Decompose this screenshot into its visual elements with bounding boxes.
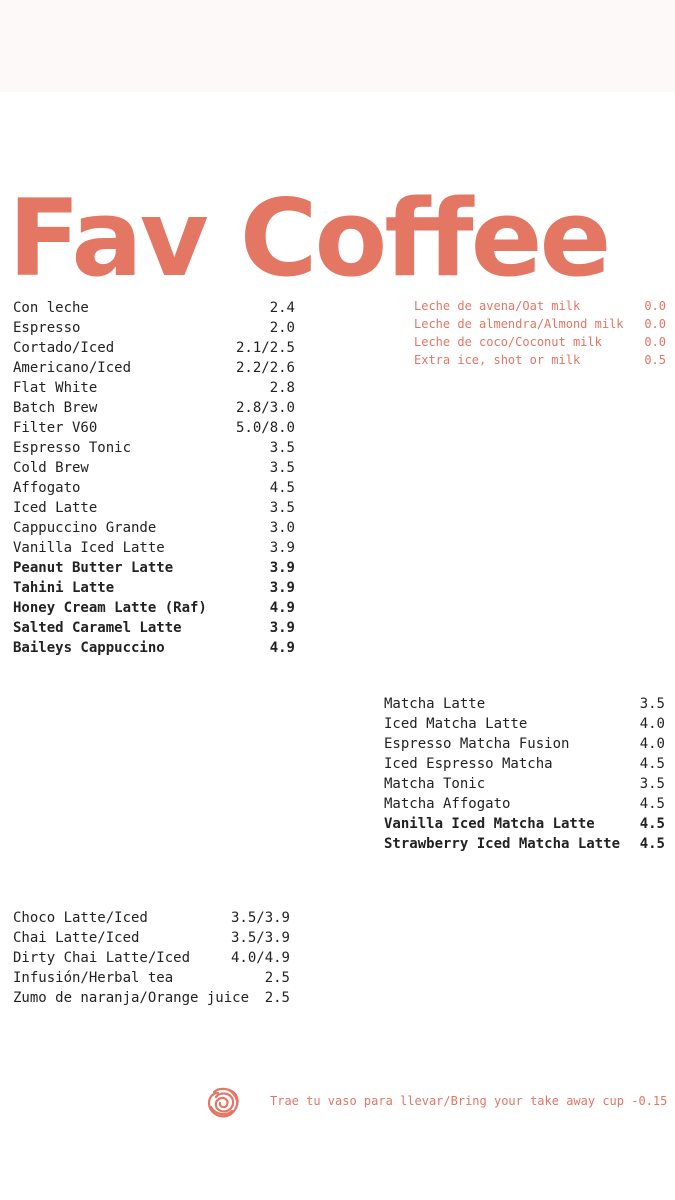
menu-item-price: 4.5 [639, 796, 665, 812]
menu-item-name: Con leche [13, 300, 89, 316]
menu-item-name: Peanut Butter Latte [13, 560, 174, 576]
menu-item-name: Choco Latte/Iced [13, 910, 148, 926]
menu-item-name: Iced Espresso Matcha [384, 756, 553, 772]
menu-item-price: 3.9 [269, 540, 295, 556]
other-drinks-menu [13, 908, 290, 1008]
menu-item-price: 0.0 [644, 317, 666, 331]
menu-item-name: Baileys Cappuccino [13, 640, 165, 656]
menu-item [384, 814, 665, 834]
menu-item [13, 498, 295, 518]
menu-item [384, 754, 665, 774]
menu-item-price: 2.4 [269, 300, 295, 316]
menu-item-price: 4.0 [639, 736, 665, 752]
scribble-logo-icon [205, 1084, 241, 1120]
menu-item-price: 2.2/2.6 [235, 360, 295, 376]
menu-item-price: 4.5 [639, 756, 665, 772]
menu-item-price: 4.5 [639, 816, 665, 832]
menu-item-price: 3.5 [269, 440, 295, 456]
menu-item [13, 618, 295, 638]
menu-item-price: 0.5 [644, 353, 666, 367]
menu-item-name: Chai Latte/Iced [13, 930, 140, 946]
menu-item-name: Leche de avena/Oat milk [414, 299, 581, 313]
menu-item-name: Tahini Latte [13, 580, 115, 596]
menu-item-price: 2.0 [269, 320, 295, 336]
menu-item [13, 988, 290, 1008]
menu-item-name: Infusión/Herbal tea [13, 970, 174, 986]
menu-item [384, 694, 665, 714]
menu-item [414, 351, 666, 369]
menu-item-name: Espresso [13, 320, 81, 336]
menu-item-price: 4.0/4.9 [230, 950, 290, 966]
menu-item-price: 3.5 [269, 500, 295, 516]
menu-item [13, 378, 295, 398]
menu-item-name: Iced Latte [13, 500, 98, 516]
menu-item-name: Strawberry Iced Matcha Latte [384, 836, 621, 852]
menu-item-name: Cortado/Iced [13, 340, 115, 356]
menu-item-name: Extra ice, shot or milk [414, 353, 581, 367]
page-title: Fav Coffee [8, 179, 609, 300]
menu-item [13, 558, 295, 578]
menu-item-name: Espresso Matcha Fusion [384, 736, 570, 752]
menu-item-name: Matcha Affogato [384, 796, 511, 812]
menu-item [13, 298, 295, 318]
menu-item-name: Leche de coco/Coconut milk [414, 335, 602, 349]
menu-item-name: Espresso Tonic [13, 440, 132, 456]
menu-item-name: Salted Caramel Latte [13, 620, 182, 636]
menu-item-price: 0.0 [644, 335, 666, 349]
menu-item [13, 398, 295, 418]
menu-item-price: 3.5 [639, 696, 665, 712]
menu-item-name: Dirty Chai Latte/Iced [13, 950, 191, 966]
menu-item-price: 3.5 [269, 460, 295, 476]
menu-item-name: Matcha Latte [384, 696, 486, 712]
menu-item [13, 598, 295, 618]
menu-item-price: 5.0/8.0 [235, 420, 295, 436]
menu-item-price: 3.9 [269, 560, 295, 576]
menu-item-price: 0.0 [644, 299, 666, 313]
menu-item-price: 2.1/2.5 [235, 340, 295, 356]
menu-item-price: 3.9 [269, 620, 295, 636]
menu-item [13, 478, 295, 498]
menu-item-name: Vanilla Iced Latte [13, 540, 165, 556]
menu-item-name: Flat White [13, 380, 98, 396]
menu-item-price: 3.5/3.9 [230, 910, 290, 926]
menu-item-price: 4.9 [269, 600, 295, 616]
menu-item-price: 4.5 [269, 480, 295, 496]
menu-item [13, 338, 295, 358]
menu-item-price: 2.8/3.0 [235, 400, 295, 416]
menu-item [13, 358, 295, 378]
top-band [0, 0, 675, 92]
menu-item [384, 714, 665, 734]
menu-item-name: Iced Matcha Latte [384, 716, 528, 732]
menu-item-price: 4.5 [639, 836, 665, 852]
menu-item [13, 458, 295, 478]
menu-item [13, 438, 295, 458]
menu-item [414, 297, 666, 315]
menu-item-price: 3.5/3.9 [230, 930, 290, 946]
menu-item-name: Leche de almendra/Almond milk [414, 317, 624, 331]
menu-item [13, 638, 295, 658]
matcha-menu [384, 694, 665, 854]
menu-item [13, 518, 295, 538]
menu-item-name: Cold Brew [13, 460, 89, 476]
menu-item [414, 333, 666, 351]
milk-options-menu [414, 297, 666, 369]
menu-item-name: Vanilla Iced Matcha Latte [384, 816, 595, 832]
menu-item [384, 774, 665, 794]
menu-item-name: Honey Cream Latte (Raf) [13, 600, 207, 616]
menu-item [384, 734, 665, 754]
menu-item-price: 2.8 [269, 380, 295, 396]
menu-item-price: 3.0 [269, 520, 295, 536]
menu-item [13, 908, 290, 928]
menu-item-price: 2.5 [264, 970, 290, 986]
menu-item-name: Matcha Tonic [384, 776, 486, 792]
menu-item [13, 948, 290, 968]
menu-item [384, 834, 665, 854]
menu-item-name: Cappuccino Grande [13, 520, 157, 536]
menu-item-name: Affogato [13, 480, 81, 496]
take-away-cup-note: Trae tu vaso para llevar/Bring your take away cup -0.15 [270, 1094, 668, 1108]
menu-item-price: 3.9 [269, 580, 295, 596]
menu-item-name: Zumo de naranja/Orange juice [13, 990, 250, 1006]
menu-item-price: 3.5 [639, 776, 665, 792]
menu-item [384, 794, 665, 814]
menu-item-name: Filter V60 [13, 420, 98, 436]
menu-item [13, 578, 295, 598]
coffee-menu [13, 298, 295, 658]
menu-item [13, 928, 290, 948]
menu-item-name: Batch Brew [13, 400, 98, 416]
menu-item-price: 4.9 [269, 640, 295, 656]
menu-item [414, 315, 666, 333]
menu-item [13, 418, 295, 438]
menu-item-price: 4.0 [639, 716, 665, 732]
menu-item-name: Americano/Iced [13, 360, 132, 376]
menu-item-price: 2.5 [264, 990, 290, 1006]
menu-item [13, 538, 295, 558]
menu-item [13, 968, 290, 988]
menu-item [13, 318, 295, 338]
